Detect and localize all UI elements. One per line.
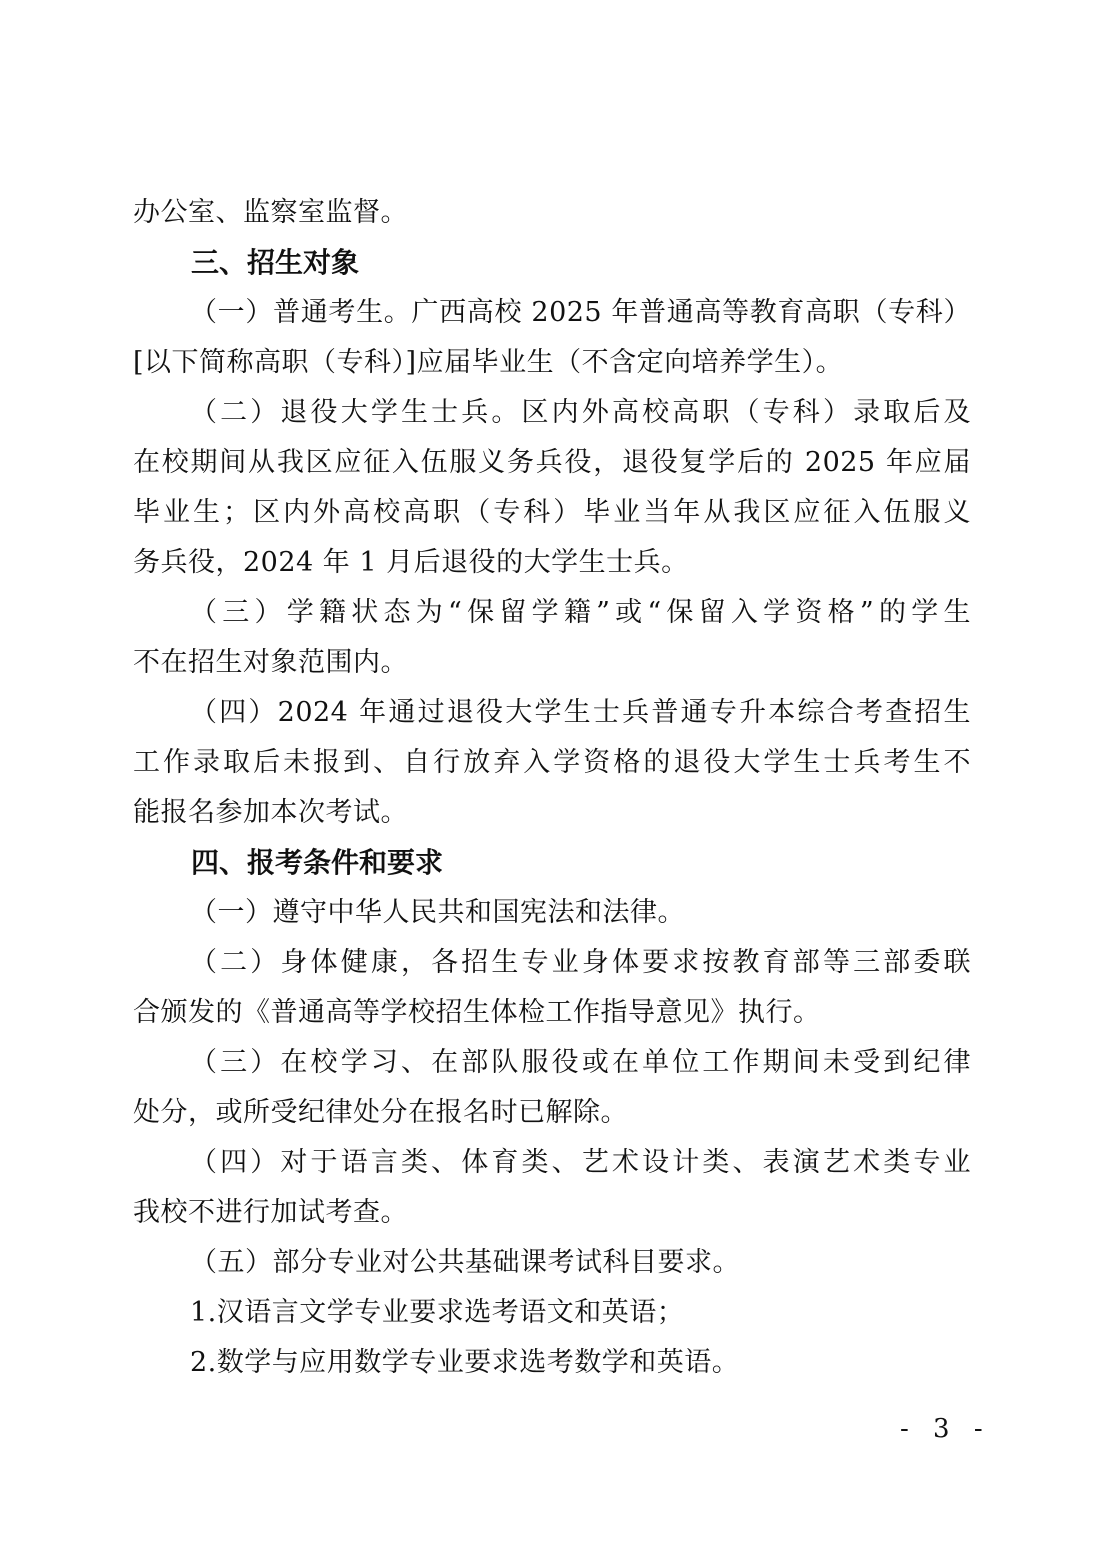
paragraph-line: （四）对于语言类、体育类、艺术设计类、表演艺术类专业 <box>190 1147 971 1178</box>
paragraph-line: 毕业生；区内外高校高职（专科）毕业当年从我区应征入伍服义 <box>133 497 971 528</box>
paragraph-line: （四）2024 年通过退役大学生士兵普通专升本综合考查招生 <box>190 697 971 728</box>
paragraph-line: [以下简称高职（专科）]应届毕业生（不含定向培养学生）。 <box>133 347 844 378</box>
paragraph-line: 不在招生对象范围内。 <box>133 647 408 678</box>
paragraph-line: 工作录取后未报到、自行放弃入学资格的退役大学生士兵考生不 <box>133 747 971 778</box>
paragraph-line: 务兵役，2024 年 1 月后退役的大学生士兵。 <box>133 547 689 578</box>
paragraph-line: （一）普通考生。广西高校 2025 年普通高等教育高职（专科） <box>190 297 971 328</box>
section-heading-3: 三、招生对象 <box>191 246 360 279</box>
paragraph-line: 在校期间从我区应征入伍服义务兵役，退役复学后的 2025 年应届 <box>133 447 971 478</box>
paragraph-line: （三）学籍状态为“保留学籍”或“保留入学资格”的学生 <box>190 597 971 628</box>
body-line: 办公室、监察室监督。 <box>133 197 408 228</box>
paragraph-line: 处分，或所受纪律处分在报名时已解除。 <box>133 1097 628 1128</box>
paragraph-line: 能报名参加本次考试。 <box>133 797 408 828</box>
page-number: - 3 - <box>900 1414 991 1444</box>
list-item: 2.数学与应用数学专业要求选考数学和英语。 <box>190 1347 740 1378</box>
paragraph-line: （三）在校学习、在部队服役或在单位工作期间未受到纪律 <box>190 1047 971 1078</box>
paragraph-line: 合颁发的《普通高等学校招生体检工作指导意见》执行。 <box>133 997 821 1028</box>
paragraph-line: （五）部分专业对公共基础课考试科目要求。 <box>190 1247 740 1278</box>
section-heading-4: 四、报考条件和要求 <box>191 846 444 879</box>
paragraph-line: （二）退役大学生士兵。区内外高校高职（专科）录取后及 <box>190 397 971 428</box>
list-item: 1.汉语言文学专业要求选考语文和英语； <box>190 1297 685 1328</box>
paragraph-line: （一）遵守中华人民共和国宪法和法律。 <box>190 897 685 928</box>
paragraph-line: 我校不进行加试考查。 <box>133 1197 408 1228</box>
paragraph-line: （二）身体健康，各招生专业身体要求按教育部等三部委联 <box>190 947 971 978</box>
